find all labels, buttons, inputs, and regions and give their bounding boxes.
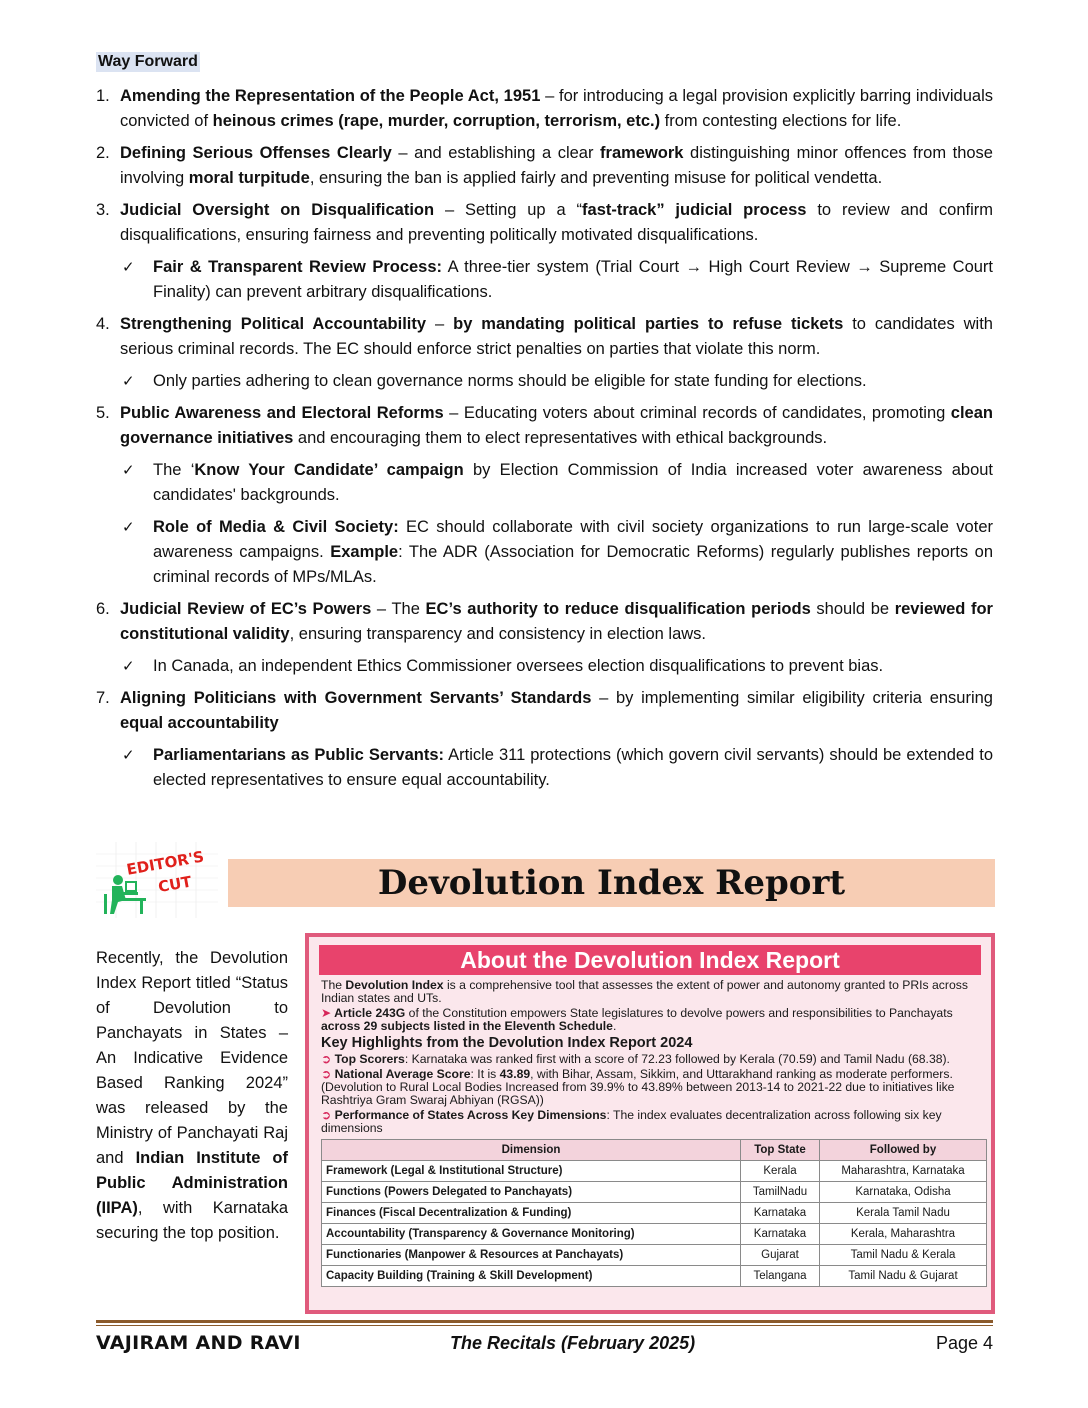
logo-text-cut: CUT xyxy=(156,872,193,897)
item-text: – and establishing a clear xyxy=(391,144,601,162)
item-text: – by implementing similar eligibility criteria ensuring xyxy=(591,689,993,707)
section-title-band xyxy=(228,859,995,907)
infobox-emphasis: Devolution Index xyxy=(345,978,444,992)
sub-lead: Role of Media & Civil Society: xyxy=(153,518,399,536)
item-lead: Judicial Oversight on Disqualification xyxy=(120,201,435,219)
list-item xyxy=(96,84,993,134)
arrow-bullet-icon: ➲ xyxy=(321,1052,335,1066)
table-cell: Maharashtra, Karnataka xyxy=(820,1161,987,1182)
checkmark-icon: ✓ xyxy=(122,657,135,675)
item-text: to candidates with serious criminal records. The EC should enforce strict penalties on parties that violate this norm. xyxy=(120,315,993,358)
list-item xyxy=(96,686,993,736)
item-text: to review and confirm disqualifications, ensuring fairness and preventing politically motivated disqualifications. xyxy=(120,201,993,244)
sub-text: : The ADR (Association for Democratic Reforms) regularly publishes reports on criminal records of MPs/MLAs. xyxy=(153,543,993,586)
checkmark-icon: ✓ xyxy=(122,372,135,390)
table-cell: Functions (Powers Delegated to Panchayats) xyxy=(322,1182,741,1203)
page-footer xyxy=(96,1332,993,1358)
item-lead: Public Awareness and Electoral Reforms xyxy=(120,404,444,422)
item-emphasis: heinous crimes (rape, murder, corruption, terrorism, etc.) xyxy=(212,112,661,130)
table-cell: Telangana xyxy=(741,1266,820,1287)
dimensions-table xyxy=(321,1139,987,1287)
intro-text: Recently, the Devolution Index Report titled “Status of Devolution to Panchayats in States – An Indicative Evidence Based Ranking 2024” was released by the Ministry of Panchayati Raj and xyxy=(96,949,288,1167)
item-text: and encouraging them to elect representatives with ethical backgrounds. xyxy=(293,429,828,447)
sub-text: by Election Commission of India increased voter awareness about candidates' backgrounds. xyxy=(153,461,994,504)
infobox-body xyxy=(309,975,991,1287)
way-forward-heading: Way Forward xyxy=(98,53,198,70)
item-lead: Defining Serious Offenses Clearly xyxy=(120,144,392,162)
table-cell: Kerala, Maharashtra xyxy=(820,1224,987,1245)
checkmark-icon: ✓ xyxy=(122,746,135,764)
infobox-text: , with Bihar, Assam, Sikkim, and Uttarakhand ranking as moderate performers. (Devolution to Rural Local Bodies Increased from 39.9% to 43.89% between 2013-14 to 2021-22 due to initiatives like Rashtriya Gram Swaraj Abhiyan (RGSA)) xyxy=(321,1067,955,1107)
table-cell: Karnataka, Odisha xyxy=(820,1182,987,1203)
sub-point xyxy=(96,255,993,305)
table-row xyxy=(322,1203,987,1224)
item-number: 1. xyxy=(96,87,110,105)
item-text: – Setting up a “ xyxy=(434,201,583,219)
item-lead: Aligning Politicians with Government Servants’ Standards xyxy=(120,689,592,707)
sub-text: A three-tier system (Trial Court → High Court Review → Supreme Court Finality) can prevent arbitrary disqualifications. xyxy=(153,258,993,301)
checkmark-icon: ✓ xyxy=(122,258,135,276)
item-number: 2. xyxy=(96,144,110,162)
table-cell: Framework (Legal & Institutional Structure) xyxy=(322,1161,741,1182)
highlight-national-average xyxy=(321,1068,979,1107)
key-highlights-heading: Key Highlights from the Devolution Index Report 2024 xyxy=(321,1035,693,1051)
editors-cut-logo xyxy=(96,842,218,918)
checkmark-icon: ✓ xyxy=(122,461,135,479)
infobox-text: . xyxy=(612,1019,617,1033)
highlight-top-scorers xyxy=(321,1053,979,1066)
table-header: Dimension xyxy=(322,1140,741,1161)
sub-text: Article 311 protections (which govern civil servants) should be extended to elected representatives to ensure equal accountability. xyxy=(153,746,993,789)
infobox-emphasis: 43.89 xyxy=(499,1067,531,1081)
table-row xyxy=(322,1182,987,1203)
arrow-bullet-icon: ➲ xyxy=(321,1108,335,1122)
sub-lead: Fair & Transparent Review Process: xyxy=(153,258,443,276)
item-emphasis: framework xyxy=(600,144,684,162)
item-text: – for introducing a legal provision explicitly barring individuals convicted of xyxy=(120,87,993,130)
arrow-bullet-icon: ➲ xyxy=(321,1067,335,1081)
footer-publisher: VAJIRAM AND RAVI xyxy=(96,1332,301,1354)
infobox-article xyxy=(321,1007,979,1033)
infobox-text: : Karnataka was ranked first with a score of 72.23 followed by Kerala (70.59) and Tamil Nadu (68.38). xyxy=(404,1052,950,1066)
highlight-performance xyxy=(321,1109,979,1135)
item-emphasis: by mandating political parties to refuse tickets xyxy=(453,315,844,333)
table-header: Top State xyxy=(741,1140,820,1161)
sub-text: EC should collaborate with civil society organizations to run large-scale voter awareness campaigns. xyxy=(153,518,993,561)
item-text: – xyxy=(426,315,454,333)
item-lead: Judicial Review of EC’s Powers xyxy=(120,600,372,618)
list-item xyxy=(96,198,993,248)
item-text: should be xyxy=(810,600,895,618)
footer-page-number: Page 4 xyxy=(935,1333,993,1353)
table-cell: Karnataka xyxy=(741,1224,820,1245)
infobox-emphasis: National Average Score xyxy=(334,1067,471,1081)
table-cell: TamilNadu xyxy=(741,1182,820,1203)
item-emphasis: equal accountability xyxy=(120,714,279,732)
sub-point xyxy=(96,743,993,793)
sub-text: The ‘ xyxy=(153,461,195,479)
table-row xyxy=(322,1161,987,1182)
sub-lead: Parliamentarians as Public Servants: xyxy=(153,746,445,764)
sub-point xyxy=(96,458,993,508)
table-cell: Karnataka xyxy=(741,1203,820,1224)
infobox-text: of the Constitution empowers State legislatures to devolve powers and responsibilities to Panchayats xyxy=(405,1006,953,1020)
sub-point xyxy=(96,654,993,679)
infobox-emphasis: Performance of States Across Key Dimensions xyxy=(334,1108,607,1122)
table-row xyxy=(322,1224,987,1245)
item-number: 3. xyxy=(96,201,110,219)
item-number: 4. xyxy=(96,315,110,333)
item-emphasis: fast-track” judicial process xyxy=(582,201,807,219)
sub-lead: Know Your Candidate’ campaign xyxy=(194,461,464,479)
item-text: , ensuring the ban is applied fairly and preventing misuse for political vendetta. xyxy=(309,169,883,187)
infobox-text: : The index evaluates decentralization across following six key dimensions xyxy=(321,1108,942,1135)
list-item xyxy=(96,597,993,647)
intro-paragraph xyxy=(96,946,288,1246)
list-item xyxy=(96,401,993,451)
infobox-emphasis: Top Scorers xyxy=(334,1052,405,1066)
item-number: 7. xyxy=(96,689,110,707)
item-emphasis: moral turpitude xyxy=(188,169,310,187)
item-lead: Strengthening Political Accountability xyxy=(120,315,427,333)
infobox-intro xyxy=(321,979,979,1005)
item-lead: Amending the Representation of the People Act, 1951 xyxy=(120,87,541,105)
table-cell: Accountability (Transparency & Governance Monitoring) xyxy=(322,1224,741,1245)
checkmark-icon: ✓ xyxy=(122,518,135,536)
infobox-emphasis: across 29 subjects listed in the Eleventh Schedule xyxy=(321,1019,613,1033)
footer-publication: The Recitals (February 2025) xyxy=(450,1333,696,1353)
table-cell: Tamil Nadu & Gujarat xyxy=(820,1266,987,1287)
table-cell: Capacity Building (Training & Skill Development) xyxy=(322,1266,741,1287)
footer-divider xyxy=(96,1325,993,1326)
table-cell: Functionaries (Manpower & Resources at Panchayats) xyxy=(322,1245,741,1266)
list-item xyxy=(96,312,993,362)
table-cell: Kerala Tamil Nadu xyxy=(820,1203,987,1224)
sub-text: Only parties adhering to clean governance norms should be eligible for state funding for elections. xyxy=(153,372,867,390)
item-emphasis: EC’s authority to reduce disqualification periods xyxy=(425,600,811,618)
infobox-text: is a comprehensive tool that assesses the extent of power and autonomy granted to PRIs across Indian states and UTs. xyxy=(321,978,968,1005)
list-item xyxy=(96,141,993,191)
arrow-bullet-icon: ➤ xyxy=(321,1006,335,1020)
table-cell: Gujarat xyxy=(741,1245,820,1266)
infobox-title: About the Devolution Index Report xyxy=(319,945,981,975)
logo-text-editors: EDITOR'S xyxy=(125,847,206,879)
sub-emphasis: Example xyxy=(330,543,399,561)
infobox-text: The xyxy=(321,978,346,992)
devolution-infobox xyxy=(305,933,995,1314)
intro-text: , with Karnataka securing the top position. xyxy=(96,1199,288,1242)
sub-point xyxy=(96,369,993,394)
infobox-text: : It is xyxy=(470,1067,500,1081)
item-text: , ensuring transparency and consistency in election laws. xyxy=(289,625,707,643)
item-number: 5. xyxy=(96,404,110,422)
sub-text: In Canada, an independent Ethics Commissioner oversees election disqualifications to prevent bias. xyxy=(153,657,884,675)
table-row xyxy=(322,1266,987,1287)
table-cell: Tamil Nadu & Kerala xyxy=(820,1245,987,1266)
sub-point xyxy=(96,515,993,590)
item-emphasis: clean governance initiatives xyxy=(120,404,993,447)
item-text: distinguishing minor offences from those involving xyxy=(120,144,993,187)
table-cell: Kerala xyxy=(741,1161,820,1182)
item-text: – Educating voters about criminal records of candidates, promoting xyxy=(443,404,951,422)
way-forward-list xyxy=(96,84,993,800)
item-emphasis: reviewed for constitutional validity xyxy=(120,600,993,643)
intro-emphasis: Indian Institute of Public Administration (IIPA) xyxy=(96,1149,288,1217)
infobox-emphasis: Article 243G xyxy=(334,1006,406,1020)
footer-divider xyxy=(96,1320,993,1323)
item-text: from contesting elections for life. xyxy=(660,112,902,130)
table-cell: Finances (Fiscal Decentralization & Funding) xyxy=(322,1203,741,1224)
table-header: Followed by xyxy=(820,1140,987,1161)
item-number: 6. xyxy=(96,600,110,618)
table-header-row xyxy=(322,1140,987,1161)
section-title: Devolution Index Report xyxy=(377,863,846,903)
table-row xyxy=(322,1245,987,1266)
item-text: – The xyxy=(371,600,426,618)
